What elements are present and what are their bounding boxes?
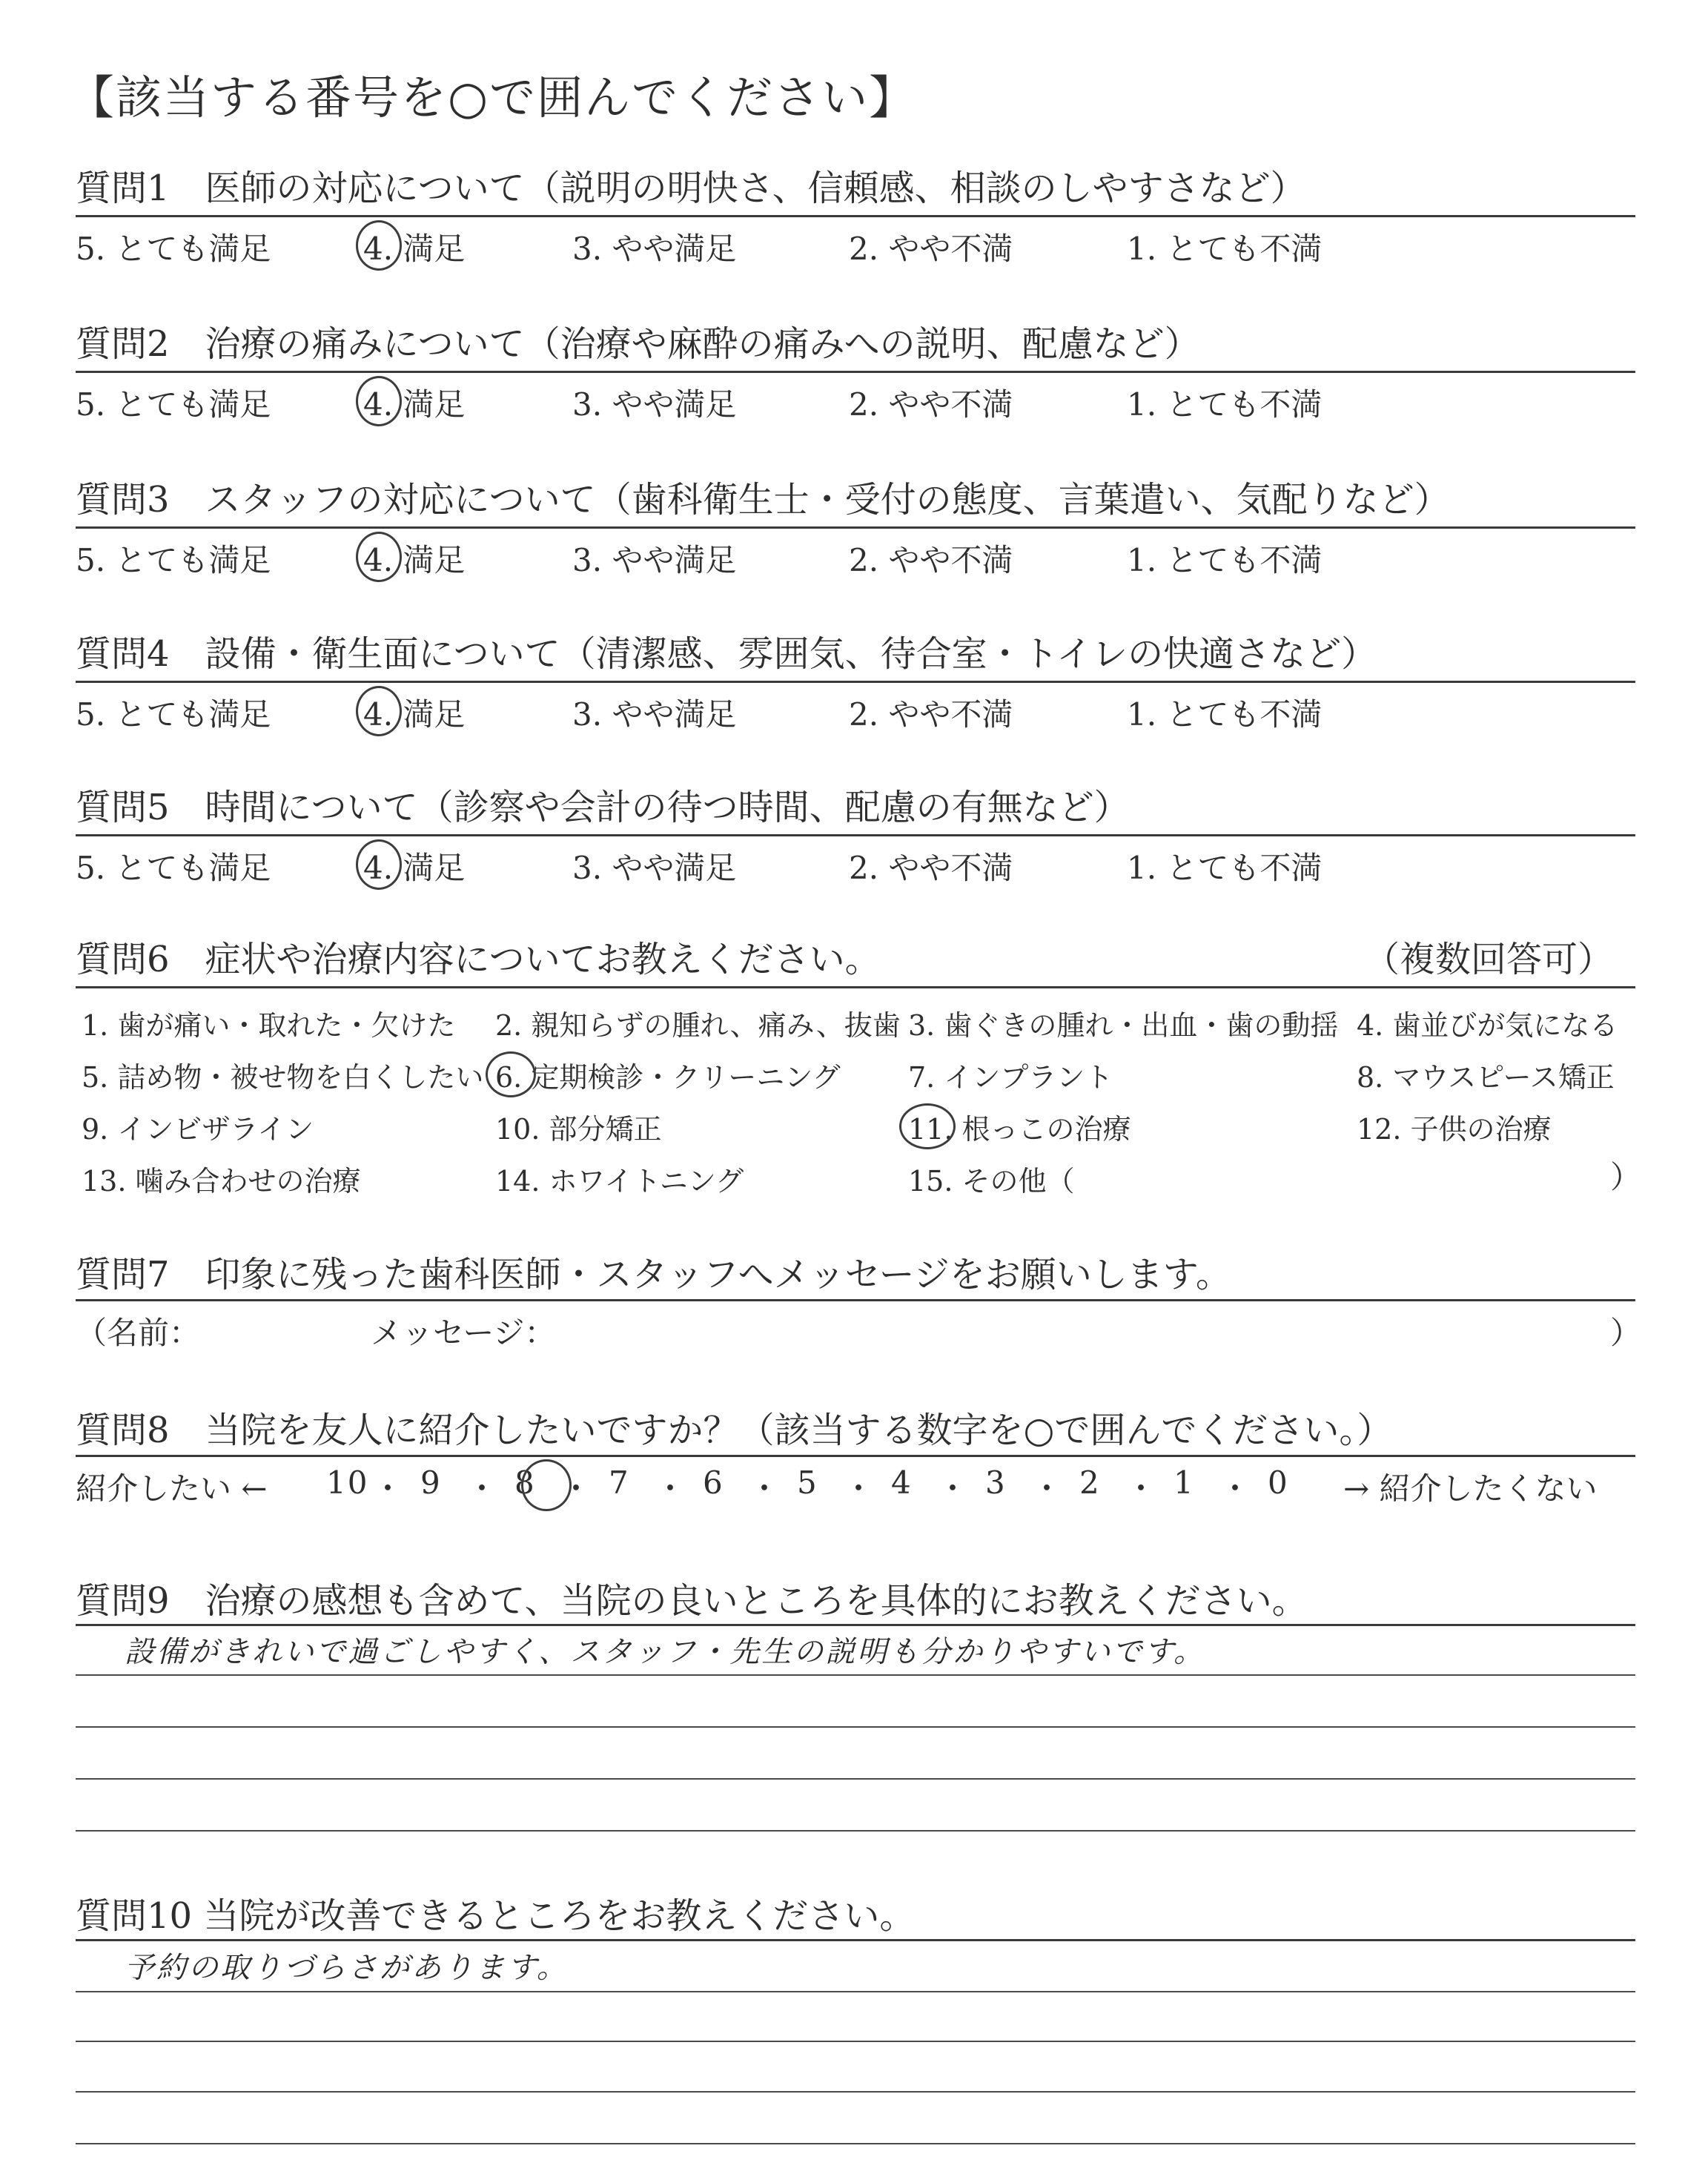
q8-scale-1: 1 (1174, 1464, 1195, 1501)
q10-rule (76, 1939, 1635, 1941)
q6-title: 質問6 症状や治療内容についてお教えください。 (76, 939, 881, 980)
q9-answer: 設備がきれいで過ごしやすく、スタッフ・先生の説明も分かりやすいです。 (125, 1635, 1205, 1669)
q8-rule (76, 1455, 1635, 1457)
q7-title: 質問7 印象に残った歯科医師・スタッフへメッセージをお願いします。 (76, 1254, 1231, 1295)
q3-option-2: 2. やや不満 (849, 542, 1013, 578)
q2-option-3: 3. やや満足 (572, 386, 737, 423)
q3-title: 質問3 スタッフの対応について（歯科衛生士・受付の態度、言葉遣い、気配りなど） (76, 479, 1450, 521)
q3-option-1: 1. とても不満 (1127, 542, 1323, 578)
q6-option-1: 1. 歯が痛い・取れた・欠けた (82, 1009, 456, 1042)
q4-option-5: 5. とても満足 (76, 696, 271, 733)
q8-scale-6: 6 (703, 1464, 724, 1501)
q4-title: 質問4 設備・衛生面について（清潔感、雰囲気、待合室・トイレの快適さなど） (76, 633, 1377, 675)
q6-option-3: 3. 歯ぐきの腫れ・出血・歯の動揺 (908, 1009, 1339, 1042)
q5-rule (76, 834, 1635, 836)
q5-selection-circle (356, 839, 402, 890)
q6-option-11: 11. 根っこの治療 (908, 1113, 1131, 1146)
q7-message-label: メッセージ： (371, 1315, 556, 1351)
q6-option-4: 4. 歯並びが気になる (1357, 1009, 1618, 1042)
q8-scale-separator: ・ (937, 1470, 970, 1507)
q2-option-2: 2. やや不満 (849, 386, 1013, 423)
q1-option-5: 5. とても満足 (76, 231, 271, 267)
q10-line-1 (76, 1991, 1635, 1992)
q8-scale-separator: ・ (560, 1470, 594, 1507)
q8-title: 質問8 当院を友人に紹介したいですか？（該当する数字を○で囲んでください。） (76, 1410, 1393, 1451)
q10-answer: 予約の取りづらさがあります。 (125, 1951, 569, 1985)
q9-rule (76, 1624, 1635, 1626)
q8-scale-5: 5 (797, 1464, 818, 1501)
q2-option-4: 4. 満足 (363, 386, 466, 423)
q3-selection-circle (356, 532, 402, 582)
q6-circle-11 (899, 1103, 956, 1149)
q3-rule (76, 526, 1635, 529)
q8-scale-separator: ・ (655, 1470, 688, 1507)
q8-scale-separator: ・ (1031, 1470, 1065, 1507)
q6-circle-6 (486, 1051, 536, 1097)
q6-option-10: 10. 部分矯正 (495, 1113, 662, 1146)
q8-scale-separator: ・ (843, 1470, 876, 1507)
q1-option-1: 1. とても不満 (1127, 231, 1323, 267)
q5-option-5: 5. とても満足 (76, 850, 271, 886)
q6-option-15: 15. その他（ (908, 1165, 1075, 1198)
q8-left-label: 紹介したい ← (76, 1470, 268, 1507)
q5-option-3: 3. やや満足 (572, 850, 737, 886)
q10-line-2 (76, 2041, 1635, 2042)
q5-option-4: 4. 満足 (363, 850, 466, 886)
q8-scale-8: 8 (514, 1464, 536, 1501)
q1-title: 質問1 医師の対応について（説明の明快さ、信頼感、相談のしやすさなど） (76, 168, 1306, 209)
q3-option-4: 4. 満足 (363, 542, 466, 578)
q2-selection-circle (356, 376, 402, 426)
q6-option-5: 5. 詰め物・被せ物を白くしたい (82, 1061, 484, 1094)
q2-rule (76, 371, 1635, 373)
q9-line-3 (76, 1778, 1635, 1780)
q8-scale-0: 0 (1268, 1464, 1289, 1501)
q7-rule (76, 1299, 1635, 1301)
q9-line-2 (76, 1726, 1635, 1728)
q8-scale-separator: ・ (466, 1470, 500, 1507)
q1-rule (76, 215, 1635, 217)
q9-title: 質問9 治療の感想も含めて、当院の良いところを具体的にお教えください。 (76, 1580, 1308, 1622)
q2-option-1: 1. とても不満 (1127, 386, 1323, 423)
q8-right-label: → 紹介したくない (1343, 1470, 1598, 1507)
q8-scale-7: 7 (609, 1464, 630, 1501)
q4-option-3: 3. やや満足 (572, 696, 737, 733)
page-title: 【該当する番号を○で囲んでください】 (68, 70, 917, 125)
q6-option-14: 14. ホワイトニング (495, 1165, 744, 1198)
q9-line-1 (76, 1674, 1635, 1676)
q4-selection-circle (356, 686, 402, 736)
q8-circle-8 (521, 1459, 572, 1511)
q8-scale-10: 10 (326, 1464, 369, 1501)
q6-option-6: 6. 定期検診・クリーニング (495, 1061, 841, 1094)
q6-note: （複数回答可） (1364, 939, 1614, 980)
q6-option-8: 8. マウスピース矯正 (1357, 1061, 1615, 1094)
q3-option-3: 3. やや満足 (572, 542, 737, 578)
q7-close-paren: ） (1610, 1315, 1642, 1351)
q4-option-4: 4. 満足 (363, 696, 466, 733)
q8-scale-separator: ・ (749, 1470, 782, 1507)
q8-scale-separator: ・ (372, 1470, 406, 1507)
q1-option-4: 4. 満足 (363, 231, 466, 267)
q6-option-7: 7. インプラント (908, 1061, 1113, 1094)
q6-other-close: ） (1610, 1159, 1642, 1195)
q4-option-2: 2. やや不満 (849, 696, 1013, 733)
q3-option-5: 5. とても満足 (76, 542, 271, 578)
q6-option-9: 9. インビザライン (82, 1113, 314, 1146)
q8-scale-separator: ・ (1219, 1470, 1253, 1507)
q10-line-4 (76, 2143, 1635, 2144)
q8-scale-separator: ・ (1125, 1470, 1159, 1507)
q7-name-label: （名前： (76, 1315, 201, 1351)
q1-selection-circle (356, 220, 402, 271)
q4-option-1: 1. とても不満 (1127, 696, 1323, 733)
q5-option-1: 1. とても不満 (1127, 850, 1323, 886)
q5-title: 質問5 時間について（診察や会計の待つ時間、配慮の有無など） (76, 787, 1130, 828)
q10-line-3 (76, 2091, 1635, 2093)
q1-option-2: 2. やや不満 (849, 231, 1013, 267)
q6-option-2: 2. 親知らずの腫れ、痛み、抜歯 (495, 1009, 901, 1042)
q8-scale-9: 9 (420, 1464, 442, 1501)
q6-option-13: 13. 噛み合わせの治療 (82, 1165, 361, 1198)
q1-option-3: 3. やや満足 (572, 231, 737, 267)
q2-option-5: 5. とても満足 (76, 386, 271, 423)
q8-scale-3: 3 (985, 1464, 1007, 1501)
q2-title: 質問2 治療の痛みについて（治療や麻酔の痛みへの説明、配慮など） (76, 323, 1200, 365)
q4-rule (76, 681, 1635, 683)
q5-option-2: 2. やや不満 (849, 850, 1013, 886)
q6-rule (76, 986, 1635, 988)
q9-line-4 (76, 1830, 1635, 1832)
q10-title: 質問10 当院が改善できるところをお教えください。 (76, 1895, 916, 1937)
q8-scale-2: 2 (1079, 1464, 1101, 1501)
q8-scale-4: 4 (891, 1464, 913, 1501)
q6-option-12: 12. 子供の治療 (1357, 1113, 1552, 1146)
